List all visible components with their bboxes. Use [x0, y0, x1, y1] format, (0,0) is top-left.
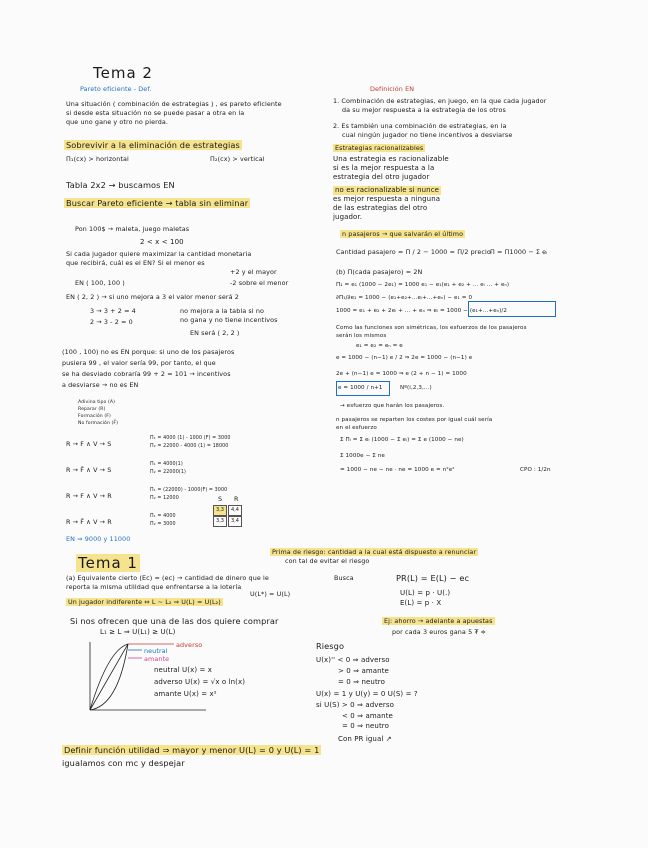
rational-6: de las estrategias del otro	[333, 204, 428, 212]
def-line-3: que uno gane y otro no pierda.	[66, 118, 169, 126]
neutral-utility: neutral U(x) = x	[154, 666, 213, 674]
dominance-2: Π₂(cx) > vertical	[210, 155, 265, 163]
en-def-1a: 1. Combinación de estrategias, en juego, en la que cada jugador	[333, 97, 547, 105]
en-def-2a: 2. Es también una combinación de estrategias, en la	[333, 122, 507, 130]
pareto-r19: Σ 1000e − Σ ne	[340, 453, 385, 459]
problem-line-2: 2 < x < 100	[140, 238, 184, 246]
eq-line-2: reporta la misma utilidad que enfrentarse a la lotería	[66, 583, 242, 591]
pareto-r5: Π₁ = e₁ (1000 − 2e₁) = 1000 e₁ − e₁(e₁ + e₂ + ... eᵢ ... + eₙ)	[336, 282, 510, 288]
equate-line: igualamos con mc y despejar	[62, 758, 185, 768]
matrix-col-r: R	[234, 495, 239, 503]
def-line-1: Una situación ( combinación de estrategias ) , es pareto eficiente	[66, 100, 282, 108]
pareto-r4: (b) Π(cada pasajero) = 2N	[336, 268, 423, 276]
tree-path-2: R → F̄ ∧ V → S	[66, 466, 112, 474]
neutral-line	[90, 644, 128, 710]
pareto-r18: Σ Πᵢ = Σ eᵢ (1000 − Σ eᵢ) = Σ e (1000 − ne)	[340, 437, 464, 443]
heading-rationalizable: Estrategias racionalizables	[335, 144, 424, 152]
example-line-2: por cada 3 euros gana 5 ₮ ≑	[392, 628, 487, 636]
problem-line-16: se ha desviado cobraría 99 + 2 = 101 → incentivos	[62, 370, 231, 378]
pareto-r11: e = 1000 − (n−1) e / 2 ⇒ 2e = 1000 − (n−1) e	[336, 355, 473, 361]
risk-5: si U(S) > 0 ⇒ adverso	[316, 701, 395, 709]
risk-heading: Riesgo	[316, 641, 345, 651]
pareto-r20: = 1000 − ne − ne · ne = 1000 e = n²e²	[340, 467, 455, 473]
problem-line-8: EN ( 2, 2 ) → si uno mejora a 3 el valor menor será 2	[66, 293, 239, 301]
table-note: Tabla 2x2 → buscamos EN	[66, 180, 175, 190]
result-box	[468, 301, 556, 317]
tree-2a: Π₁ = 4000(1)	[150, 462, 183, 467]
problem-line-7: -2 sobre el menor	[230, 279, 289, 287]
matrix-col-s: S	[218, 495, 223, 503]
pareto-r12: 2e + (n−1) e = 1000 ⇒ e (2 + n − 1) = 1000	[336, 371, 467, 377]
section-subtitle: Pareto eficiente - Def.	[80, 85, 152, 93]
risk-2: > 0 ⇒ amante	[338, 667, 389, 675]
tree-4b: Π₂ = 3000	[150, 522, 176, 527]
heading-pareto-search: Buscar Pareto eficiente → tabla sin eliminar	[66, 198, 249, 208]
u-formula-2: E(L) = p · X	[400, 599, 442, 607]
result-box	[336, 381, 390, 396]
tree-1a: Π₁ = 4000 (1) - 1000 (F) = 3000	[150, 436, 231, 441]
tree-3a: Π₁ = (22000) - 1000(F) = 3000	[150, 488, 228, 493]
legend-4: No formación (F̄)	[78, 421, 119, 426]
definition-en-title: Definición EN	[370, 85, 415, 93]
dominance-1: Π₁(cx) > horizontal	[66, 155, 129, 163]
matrix-cell: 3,3	[213, 516, 227, 527]
problem-line-15: pusiera 99 , el valor sería 99, por tanto, el que	[62, 359, 216, 367]
eq-line-1: (a) Equivalente cierto (Ec) = (ec) → cantidad de dinero que le	[66, 574, 269, 582]
problem-line-5: +2 y el mayor	[230, 268, 277, 276]
graph-label-adverse: adverso	[176, 641, 203, 649]
problem-line-9: 3 → 3 + 2 = 4	[90, 307, 136, 315]
prima-line-2: con tal de evitar el riesgo	[285, 557, 370, 565]
example-line-1: Ej: ahorro → adelante a apuestas	[384, 617, 493, 625]
tree-1b: Π₂ = 22000 - 4000 (1) = 18000	[150, 444, 229, 449]
problem-line-10: 2 → 3 - 2 = 0	[90, 318, 133, 326]
offer-line-1: Si nos ofrecen que una de las dos quiere comprar	[70, 616, 279, 626]
lover-utility: amante U(x) = x²	[154, 690, 217, 698]
en-result: EN ⇒ 9000 y 11000	[66, 535, 131, 543]
pareto-r6: ∂Π₁/∂e₁ = 1000 − (e₁+e₂+...eᵢ+...+eₙ) − e₁ = 0	[336, 295, 473, 301]
risk-6: < 0 ⇒ amante	[342, 712, 393, 720]
problem-line-3: Si cada jugador quiere maximizar la cantidad monetaria	[66, 250, 252, 258]
pareto-r8: Como las funciones son simétricas, los esfuerzos de los pasajeros	[336, 325, 527, 331]
tree-path-3: R → F ∧ V → R	[66, 492, 112, 500]
rational-5: es mejor respuesta a ninguna	[333, 195, 441, 203]
tree-path-4: R → F̄ ∧ V → R	[66, 518, 112, 526]
pr-formula: PR(L) = E(L) − ec	[396, 573, 470, 583]
matrix-cell: 3,4	[228, 516, 242, 527]
problem-line-6: EN ( 100, 100 )	[75, 279, 125, 287]
tree-path-1: R → F ∧ V → S	[66, 440, 112, 448]
eq-line-3: U(L*) = U(L)	[250, 590, 291, 598]
graph-label-lover: amante	[144, 655, 170, 663]
prima-line-1: Prima de riesgo: cantidad a la cual está dispuesto a renunciar	[272, 548, 477, 556]
pareto-r10: e₁ = e₂ = eₙ = e	[356, 343, 403, 349]
risk-4: U(x) = 1 y U(y) = 0 U(S) = ?	[316, 690, 418, 698]
legend-1: Adivina tipo (A)	[78, 400, 116, 405]
pareto-r15: → esfuerzo que harán los pasajeros.	[340, 403, 445, 409]
pareto-r3: Π = Π1000 − Σ eᵢ	[490, 248, 548, 256]
heading-elimination: Sobrevivir a la eliminación de estrategias	[66, 140, 240, 150]
page-title: Tema 2	[93, 64, 153, 82]
problem-line-14: (100 , 100) no es EN porque: si uno de los pasajeros	[62, 348, 235, 356]
adverse-utility: adverso U(x) = √x o ln(x)	[154, 678, 246, 686]
rational-2: si es la mejor respuesta a la	[333, 164, 435, 172]
tema1-title: Tema 1	[78, 554, 138, 572]
problem-line-4: que recibirá, cuál es el EN? Si el menor es	[66, 259, 205, 267]
pareto-r9: serán los mismos	[336, 333, 387, 339]
pareto-r14: Nº(i,2,3,...)	[400, 385, 432, 391]
pareto-r7: 1000 = e₁ + e₂ + 2eᵢ + ... + eₙ ⇒ eᵢ = 1000 − (e₁+...+eₙ)/2	[336, 308, 507, 314]
pareto-r21: CPO : 1/2n	[520, 467, 551, 473]
risk-8: Con PR igual ↗	[338, 735, 392, 743]
define-utility-line: Definir función utilidad ⇒ mayor y menor U(L) = 0 y U(L) = 1	[64, 745, 320, 755]
pareto-r13: e = 1000 / n+1	[338, 385, 383, 391]
u-formula-1: U(L) = p · U(.)	[400, 589, 451, 597]
pareto-r16: n pasajeros se reparten los costes por igual cuál sería	[336, 417, 493, 423]
risk-3: = 0 ⇒ neutro	[338, 678, 385, 686]
pareto-r1: n pasajeros → que salvarán el último	[342, 230, 464, 238]
problem-line-12: no gana y no tiene incentivos	[180, 316, 278, 324]
tree-2b: Π₂ = 22000(1)	[150, 470, 186, 475]
legend-2: Reparar (R)	[78, 407, 106, 412]
problem-line-13: EN será ( 2, 2 )	[190, 329, 240, 337]
matrix-cell: 4,4	[228, 505, 242, 516]
risk-7: = 0 ⇒ neutro	[342, 722, 389, 730]
pareto-r17: en el esfuerzo	[336, 425, 377, 431]
problem-line-17: a desviarse → no es EN	[62, 381, 139, 389]
problem-line-11: no mejora a la tabla si no	[180, 307, 264, 315]
rational-3: estrategia del otro jugador	[333, 173, 430, 181]
graph-label-neutral: neutral	[144, 647, 168, 655]
pareto-r2: Cantidad pasajero = Π / 2 − 1000 = Π/2 precio	[336, 248, 491, 256]
offer-line-2: L₁ ≥ L ⇒ U(L₁) ≥ U(L)	[100, 628, 176, 636]
def-line-2: si desde esta situación no se puede pasar a otra en la	[66, 109, 245, 117]
en-def-2b: cual ningún jugador no tiene incentivos a desviarse	[342, 131, 513, 139]
tree-4a: Π₁ = 4000	[150, 514, 176, 519]
busca-label: Busca	[334, 574, 354, 582]
indifferent-line: Un jugador indiferente ⇔ L ~ L₂ ⇒ U(L) = U(L₂)	[68, 598, 221, 606]
en-def-1b: da su mejor respuesta a la estrategia de los otros	[342, 106, 506, 114]
rational-4: no es racionalizable si nunce	[335, 186, 440, 194]
matrix-cell: 3,3	[213, 505, 227, 516]
tree-3b: Π₂ = 12000	[150, 496, 179, 501]
rational-7: jugador.	[333, 213, 363, 221]
risk-1: U(x)'' < 0 ⇒ adverso	[316, 656, 390, 664]
rational-1: Una estrategia es racionalizable	[333, 155, 449, 163]
problem-line-1: Pon 100$ → maleta, juego maletas	[75, 225, 190, 233]
legend-3: Formación (F)	[78, 414, 111, 419]
